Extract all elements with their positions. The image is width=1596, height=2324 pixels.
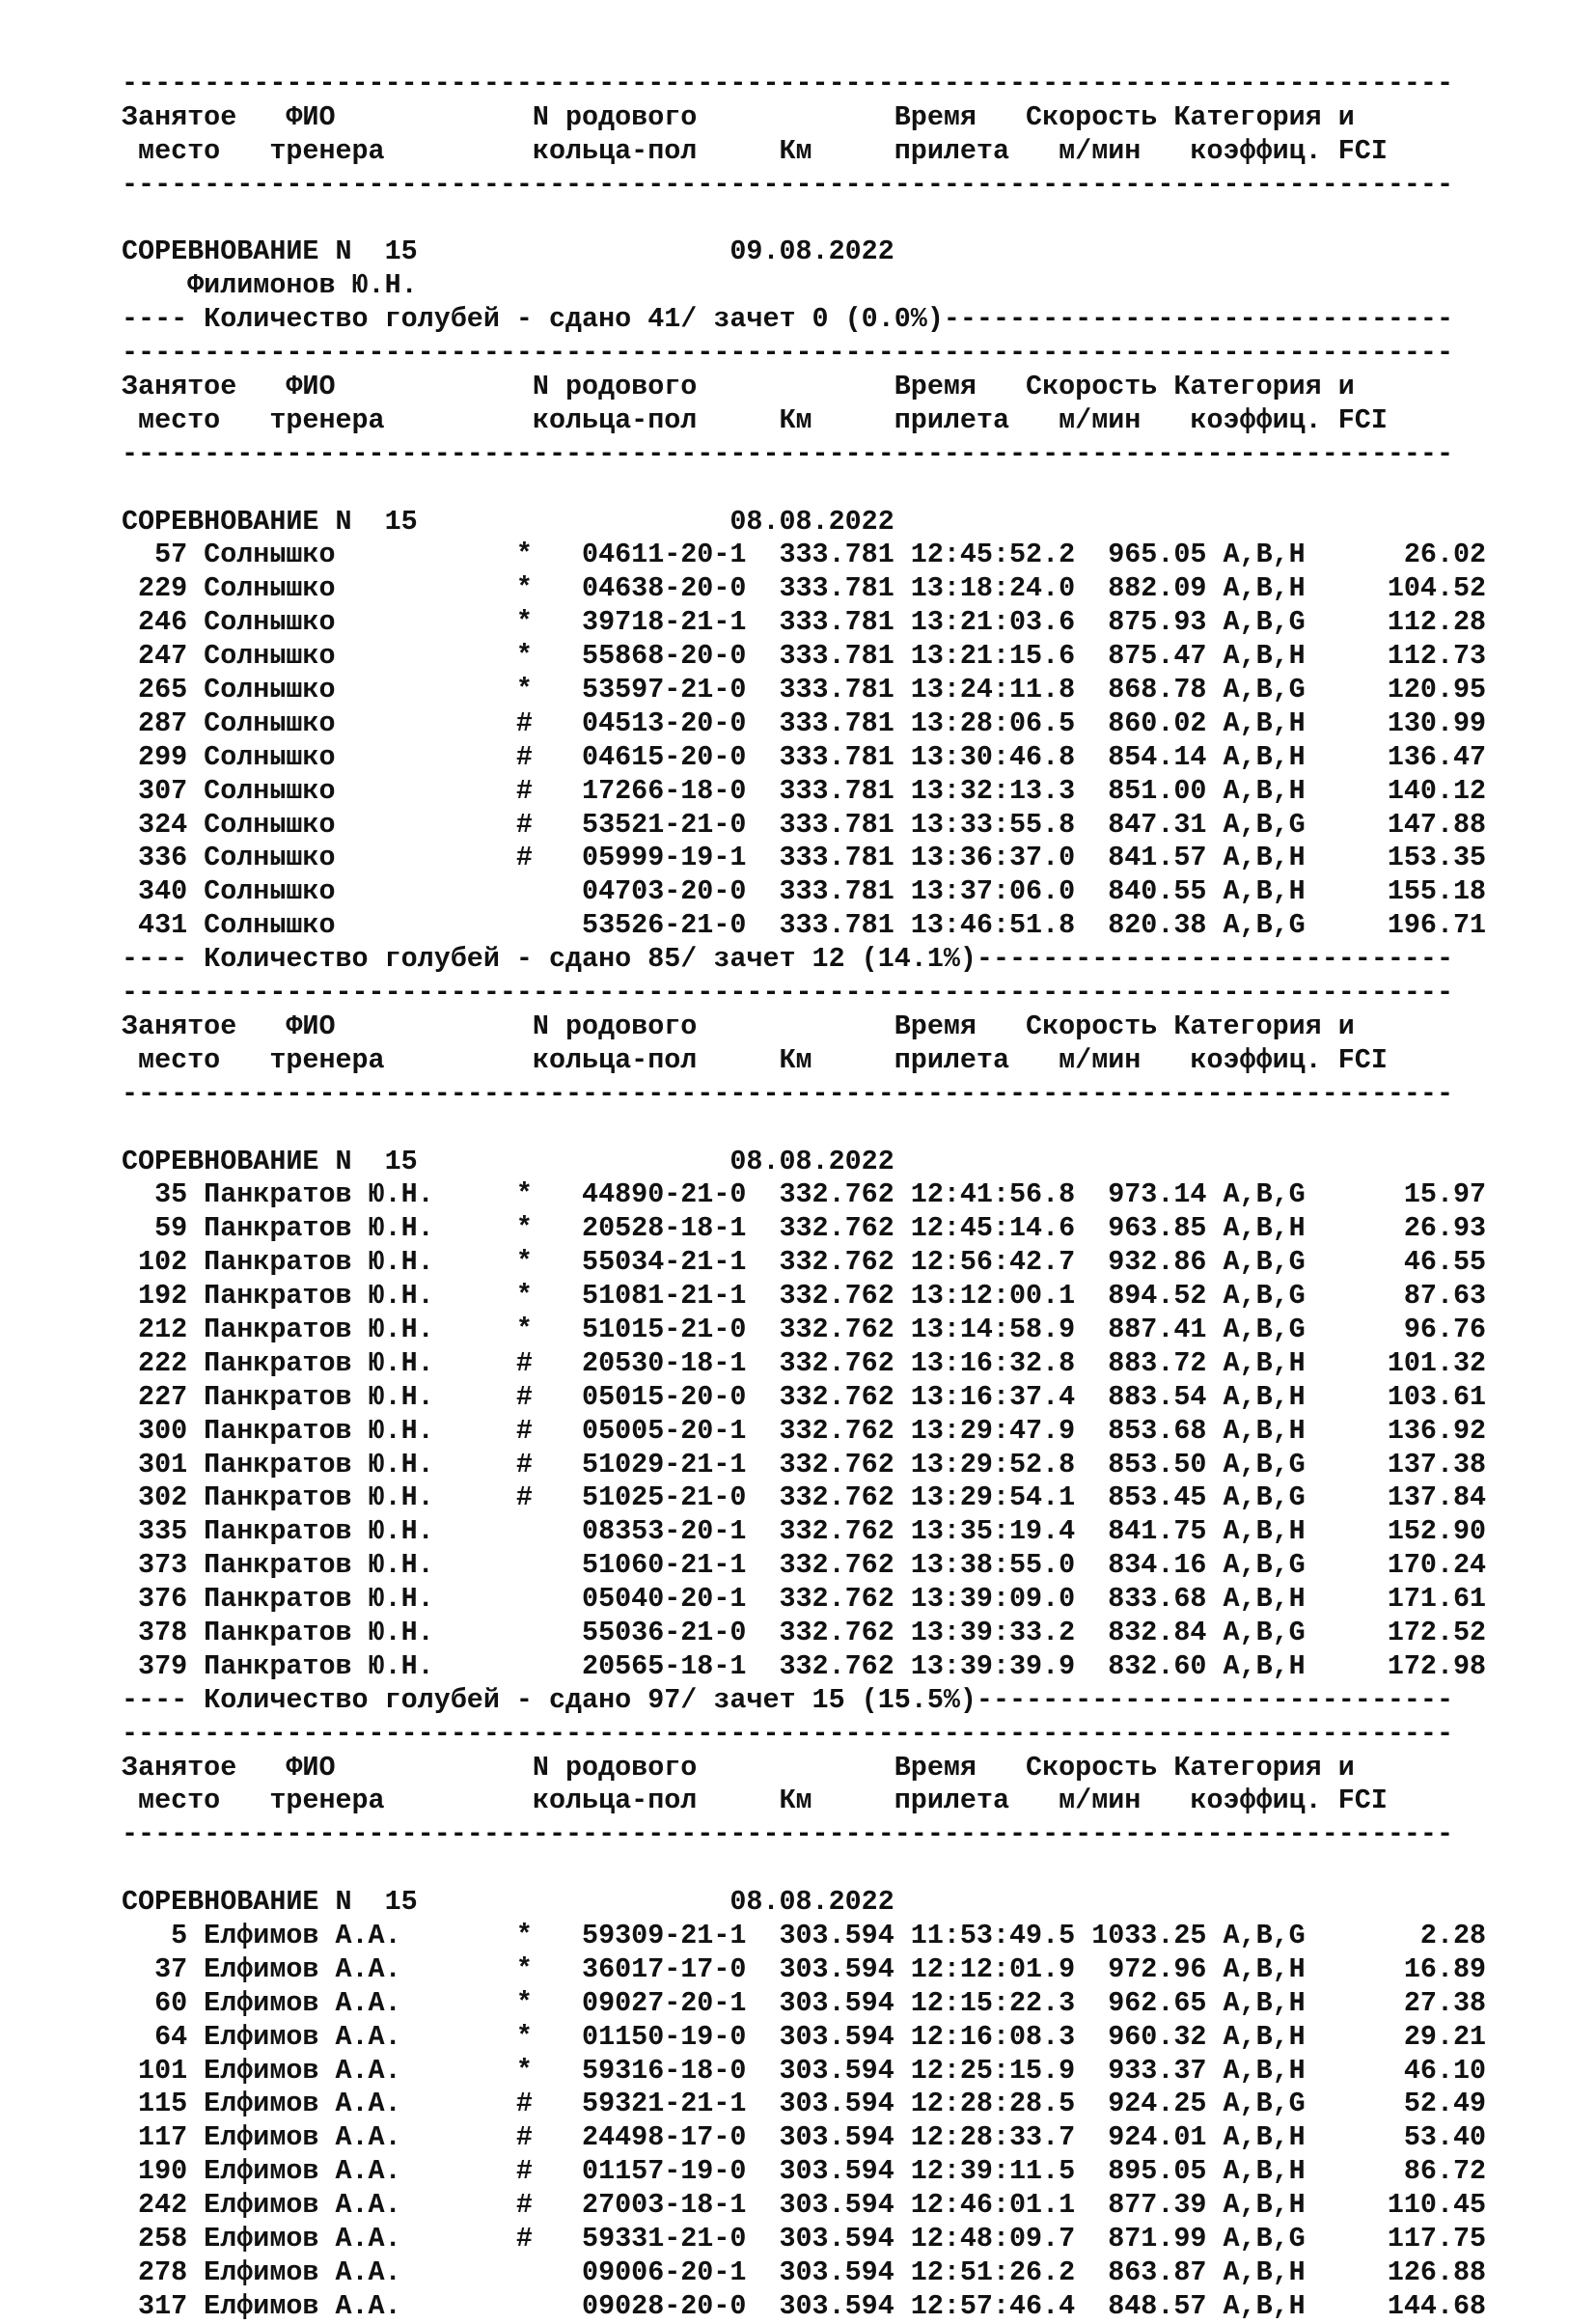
result-row: 373 Панкратов Ю.Н. 51060-21-1 332.762 13:38:55.0 834.16 A,B,G 170.24 <box>122 1549 1487 1582</box>
competition-title: СОРЕВНОВАНИЕ N 15 <box>122 235 730 268</box>
result-row: 222 Панкратов Ю.Н. # 20530-18-1 332.762 13:16:32.8 883.72 A,B,H 101.32 <box>122 1346 1487 1379</box>
separator-line: --------------------------------------------------------------------------------- <box>122 1077 1454 1110</box>
result-row: 300 Панкратов Ю.Н. # 05005-20-1 332.762 13:29:47.9 853.68 A,B,H 136.92 <box>122 1414 1487 1447</box>
result-row: 376 Панкратов Ю.Н. 05040-20-1 332.762 13:39:09.0 833.68 A,B,H 171.61 <box>122 1583 1487 1616</box>
column-header-line-1: Занятое ФИО N родового Время Скорость Категория и <box>122 100 1355 133</box>
result-row: 59 Панкратов Ю.Н. * 20528-18-1 332.762 12:45:14.6 963.85 A,B,H 26.93 <box>122 1212 1487 1245</box>
result-row: 115 Елфимов А.А. # 59321-21-1 303.594 12:28:28.5 924.25 A,B,G 52.49 <box>122 2088 1487 2120</box>
result-row: 37 Елфимов А.А. * 36017-17-0 303.594 12:12:01.9 972.96 A,B,H 16.89 <box>122 1952 1487 1985</box>
result-row: 299 Солнышко # 04615-20-0 333.781 13:30:46.8 854.14 A,B,H 136.47 <box>122 740 1487 773</box>
result-row: 192 Панкратов Ю.Н. * 51081-21-1 332.762 13:12:00.1 894.52 A,B,G 87.63 <box>122 1280 1487 1313</box>
separator-line: --------------------------------------------------------------------------------- <box>122 1818 1454 1851</box>
result-row: 324 Солнышко # 53521-21-0 333.781 13:33:55.8 847.31 A,B,G 147.88 <box>122 808 1487 841</box>
result-row: 242 Елфимов А.А. # 27003-18-1 303.594 12:46:01.1 877.39 A,B,H 110.45 <box>122 2189 1487 2222</box>
result-row: 212 Панкратов Ю.Н. * 51015-21-0 332.762 13:14:58.9 887.41 A,B,G 96.76 <box>122 1313 1487 1345</box>
column-header-line-1: Занятое ФИО N родового Время Скорость Категория и <box>122 1751 1355 1784</box>
column-header-line-2: место тренера кольца-пол Км прилета м/мин коэффиц. FCI <box>122 1043 1388 1076</box>
results-document <box>122 68 1486 2324</box>
separator-line: --------------------------------------------------------------------------------- <box>122 337 1454 370</box>
competition-title: СОРЕВНОВАНИЕ N 15 <box>122 1886 730 1919</box>
blank-line <box>122 1112 1486 1146</box>
result-row: 336 Солнышко # 05999-19-1 333.781 13:36:37.0 841.57 A,B,H 153.35 <box>122 842 1487 874</box>
competition-line <box>122 235 1486 269</box>
trainer-line: Филимонов Ю.Н. <box>122 269 418 302</box>
result-row: 227 Панкратов Ю.Н. # 05015-20-0 332.762 13:16:37.4 883.54 A,B,H 103.61 <box>122 1380 1487 1413</box>
result-row: 317 Елфимов А.А. 09028-20-0 303.594 12:57:46.4 848.57 A,B,H 144.68 <box>122 2289 1487 2322</box>
result-row: 101 Елфимов А.А. * 59316-18-0 303.594 12:25:15.9 933.37 A,B,H 46.10 <box>122 2054 1487 2087</box>
column-header-line-2: место тренера кольца-пол Км прилета м/мин коэффиц. FCI <box>122 134 1388 167</box>
competition-date: 08.08.2022 <box>729 1145 894 1177</box>
result-row: 307 Солнышко # 17266-18-0 333.781 13:32:13.3 851.00 A,B,H 140.12 <box>122 774 1487 807</box>
result-row: 246 Солнышко * 39718-21-1 333.781 13:21:03.6 875.93 A,B,G 112.28 <box>122 606 1487 639</box>
result-row: 379 Панкратов Ю.Н. 20565-18-1 332.762 13:39:39.9 832.60 A,B,H 172.98 <box>122 1649 1487 1682</box>
result-row: 102 Панкратов Ю.Н. * 55034-21-1 332.762 12:56:42.7 932.86 A,B,G 46.55 <box>122 1246 1487 1279</box>
competition-title: СОРЕВНОВАНИЕ N 15 <box>122 505 730 538</box>
competition-line <box>122 1886 1486 1920</box>
competition-title: СОРЕВНОВАНИЕ N 15 <box>122 1145 730 1177</box>
result-row: 117 Елфимов А.А. # 24498-17-0 303.594 12:28:33.7 924.01 A,B,H 53.40 <box>122 2121 1487 2154</box>
separator-line: --------------------------------------------------------------------------------- <box>122 1717 1454 1750</box>
result-row: 287 Солнышко # 04513-20-0 333.781 13:28:06.5 860.02 A,B,H 130.99 <box>122 706 1487 739</box>
result-row: 190 Елфимов А.А. # 01157-19-0 303.594 12:39:11.5 895.05 A,B,H 86.72 <box>122 2155 1487 2188</box>
competition-line <box>122 1146 1486 1179</box>
blank-line <box>122 203 1486 236</box>
competition-date: 08.08.2022 <box>729 1886 894 1919</box>
column-header-line-1: Занятое ФИО N родового Время Скорость Категория и <box>122 371 1355 403</box>
result-row: 265 Солнышко * 53597-21-0 333.781 13:24:11.8 868.78 A,B,G 120.95 <box>122 674 1487 706</box>
result-row: 302 Панкратов Ю.Н. # 51025-21-0 332.762 13:29:54.1 853.45 A,B,G 137.84 <box>122 1481 1487 1514</box>
summary-line: ---- Количество голубей - сдано 97/ зачет 15 (15.5%)----------------------------- <box>122 1683 1454 1716</box>
result-row: 5 Елфимов А.А. * 59309-21-1 303.594 11:53:49.5 1033.25 A,B,G 2.28 <box>122 1919 1487 1951</box>
blank-line <box>122 1852 1486 1886</box>
summary-line: ---- Количество голубей - сдано 85/ зачет 12 (14.1%)----------------------------- <box>122 943 1454 976</box>
competition-date: 08.08.2022 <box>729 505 894 538</box>
competition-line <box>122 506 1486 540</box>
result-row: 258 Елфимов А.А. # 59331-21-0 303.594 12:48:09.7 871.99 A,B,G 117.75 <box>122 2223 1487 2255</box>
result-row: 229 Солнышко * 04638-20-0 333.781 13:18:24.0 882.09 A,B,H 104.52 <box>122 572 1487 605</box>
blank-line <box>122 472 1486 506</box>
column-header-line-2: место тренера кольца-пол Км прилета м/мин коэффиц. FCI <box>122 403 1388 436</box>
result-row: 335 Панкратов Ю.Н. 08353-20-1 332.762 13:35:19.4 841.75 A,B,H 152.90 <box>122 1515 1487 1548</box>
result-row: 35 Панкратов Ю.Н. * 44890-21-0 332.762 12:41:56.8 973.14 A,B,G 15.97 <box>122 1178 1487 1211</box>
result-row: 301 Панкратов Ю.Н. # 51029-21-1 332.762 13:29:52.8 853.50 A,B,G 137.38 <box>122 1448 1487 1480</box>
result-row: 247 Солнышко * 55868-20-0 333.781 13:21:15.6 875.47 A,B,H 112.73 <box>122 640 1487 673</box>
result-row: 57 Солнышко * 04611-20-1 333.781 12:45:52.2 965.05 A,B,H 26.02 <box>122 539 1487 571</box>
result-row: 278 Елфимов А.А. 09006-20-1 303.594 12:51:26.2 863.87 A,B,H 126.88 <box>122 2255 1487 2288</box>
result-row: 378 Панкратов Ю.Н. 55036-21-0 332.762 13:39:33.2 832.84 A,B,G 172.52 <box>122 1616 1487 1648</box>
result-row: 64 Елфимов А.А. * 01150-19-0 303.594 12:16:08.3 960.32 A,B,H 29.21 <box>122 2020 1487 2053</box>
separator-line: --------------------------------------------------------------------------------- <box>122 168 1454 201</box>
competition-date: 09.08.2022 <box>729 235 894 268</box>
summary-line: ---- Количество голубей - сдано 41/ зачет 0 (0.0%)------------------------------- <box>122 303 1454 336</box>
separator-line: --------------------------------------------------------------------------------- <box>122 437 1454 470</box>
result-row: 60 Елфимов А.А. * 09027-20-1 303.594 12:15:22.3 962.65 A,B,H 27.38 <box>122 1986 1487 2019</box>
column-header-line-1: Занятое ФИО N родового Время Скорость Категория и <box>122 1010 1355 1042</box>
separator-line: --------------------------------------------------------------------------------- <box>122 977 1454 1010</box>
result-row: 340 Солнышко 04703-20-0 333.781 13:37:06.0 840.55 A,B,H 155.18 <box>122 875 1487 908</box>
result-row: 431 Солнышко 53526-21-0 333.781 13:46:51.8 820.38 A,B,G 196.71 <box>122 909 1487 942</box>
separator-line: --------------------------------------------------------------------------------- <box>122 68 1454 99</box>
column-header-line-2: место тренера кольца-пол Км прилета м/мин коэффиц. FCI <box>122 1784 1388 1817</box>
